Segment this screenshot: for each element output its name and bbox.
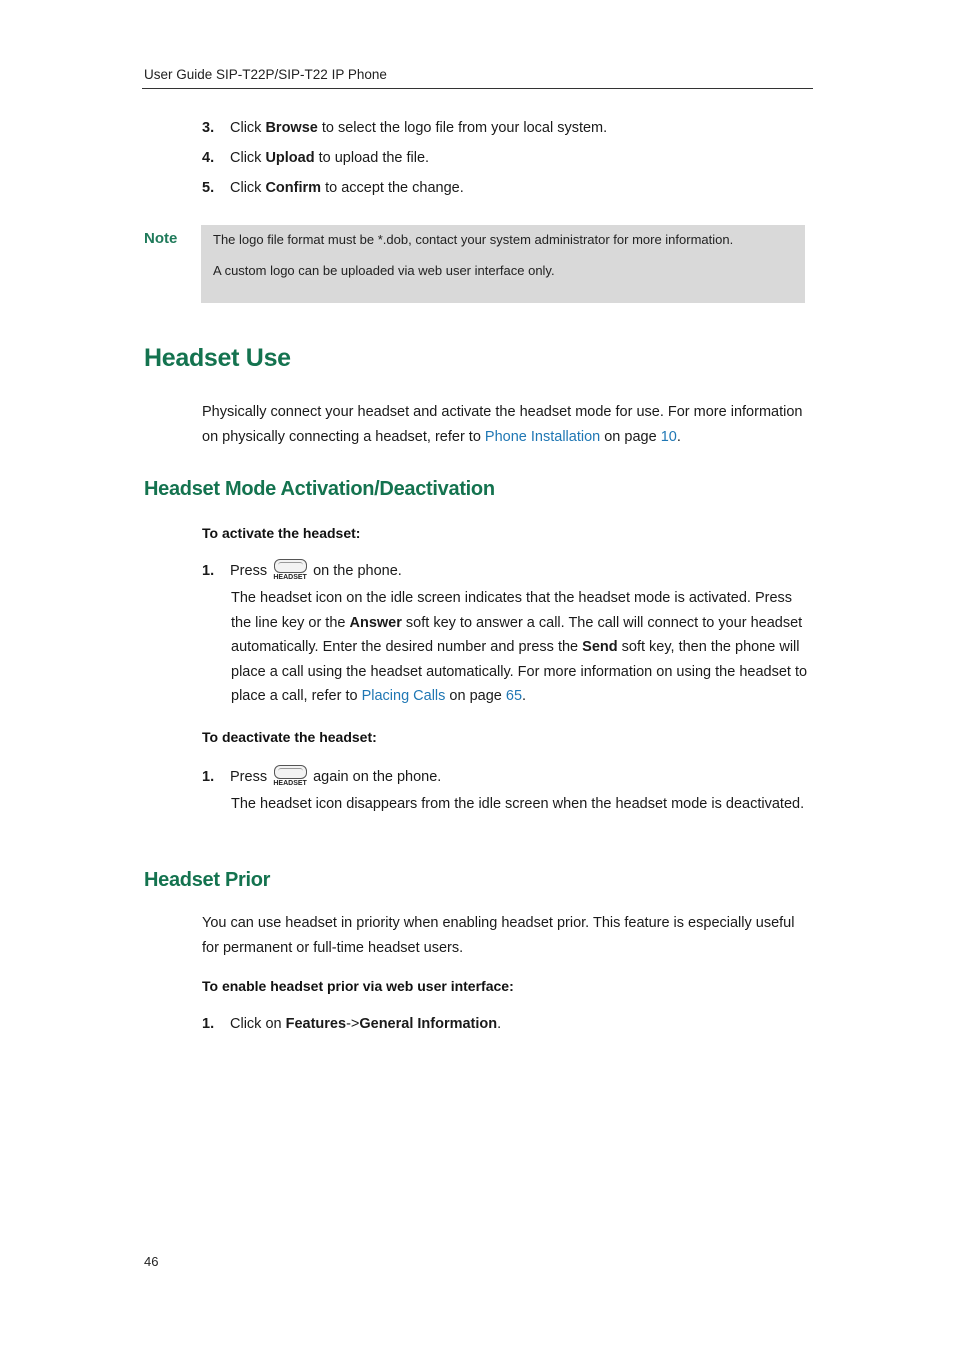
step-text: Press [230,769,272,785]
headset-key-icon [273,559,307,581]
desc-text: on page [445,688,506,704]
headset-key-label: HEADSET [273,574,307,581]
ui-term-answer: Answer [349,614,402,631]
headset-key-icon [273,765,307,787]
step-text: Click [230,120,266,136]
deactivate-description: The headset icon disappears from the idle screen when the headset mode is deactivated. [231,796,805,812]
heading-headset-use: Headset Use [144,344,291,372]
step-number: 1. [202,769,215,785]
running-header: User Guide SIP-T22P/SIP-T22 IP Phone [144,67,387,82]
note-line-2: A custom logo can be uploaded via web user interface only. [213,263,555,278]
ui-term-general-information: General Information [359,1016,498,1032]
step-text: -> [346,1016,360,1032]
step-text: to upload the file. [314,150,430,166]
prior-step-1 [202,1014,501,1034]
step-text: again on the phone. [309,769,442,785]
link-placing-calls[interactable]: Placing Calls [361,688,446,704]
ui-term-upload: Upload [265,150,315,166]
desc-text: The headset icon on the idle screen indicates that the headset mode is activated. Press the line key or the [231,590,793,631]
page-number: 46 [144,1254,159,1269]
ui-term-send: Send [582,639,618,655]
desc-text: . [522,688,527,704]
note-label: Note [144,230,178,247]
ui-term-browse: Browse [265,120,318,136]
step-5 [202,178,464,198]
headset-use-intro [202,400,812,450]
step-text: Click on [230,1016,286,1032]
step-number: 5. [202,180,215,196]
ui-term-confirm: Confirm [265,180,322,196]
procedure-title-deactivate: To deactivate the headset: [202,729,377,745]
note-box [201,225,805,303]
step-number: 1. [202,563,215,579]
headset-prior-intro: You can use headset in priority when enabling headset prior. This feature is especially useful for permanent or full-time headset users. [202,915,795,956]
heading-mode-activation: Headset Mode Activation/Deactivation [144,478,495,500]
keycap-shape [274,559,307,573]
step-text: on the phone. [309,563,402,579]
intro-text: on page [600,429,661,445]
step-text: to select the logo file from your local system. [317,120,608,136]
note-line-1: The logo file format must be *.dob, contact your system administrator for more information. [213,232,734,247]
link-page-10[interactable]: 10 [660,429,677,445]
step-number: 3. [202,120,215,136]
desc-text: soft key, then the phone will place a call using the headset automatically. For more information on using the headset to place a call, refer to [231,639,808,704]
link-phone-installation[interactable]: Phone Installation [484,429,601,445]
step-number: 4. [202,150,215,166]
link-page-65[interactable]: 65 [505,688,523,704]
procedure-title-activate: To activate the headset: [202,525,361,541]
ui-term-features: Features [285,1016,347,1032]
step-text: Click [230,150,266,166]
deactivate-step-1 [202,765,441,787]
header-rule [142,88,813,89]
procedure-title-enable-prior: To enable headset prior via web user interface: [202,978,514,994]
intro-text: Physically connect your headset and activate the headset mode for use. For more information on physically connecting a headset, refer to [202,404,803,445]
headset-key-label: HEADSET [273,780,307,787]
step-text: to accept the change. [321,180,464,196]
heading-headset-prior: Headset Prior [144,869,271,891]
intro-text: . [676,429,681,445]
activate-description [231,586,811,709]
activate-step-1 [202,559,402,581]
step-text: Press [230,563,272,579]
keycap-shape [274,765,307,779]
desc-text: soft key to answer a call. The call will connect to your headset automatically. Enter the desired number and press the [231,614,803,655]
step-text: . [497,1016,502,1032]
step-text: Click [230,180,266,196]
step-4 [202,148,429,168]
step-number: 1. [202,1016,215,1032]
step-3 [202,118,607,138]
